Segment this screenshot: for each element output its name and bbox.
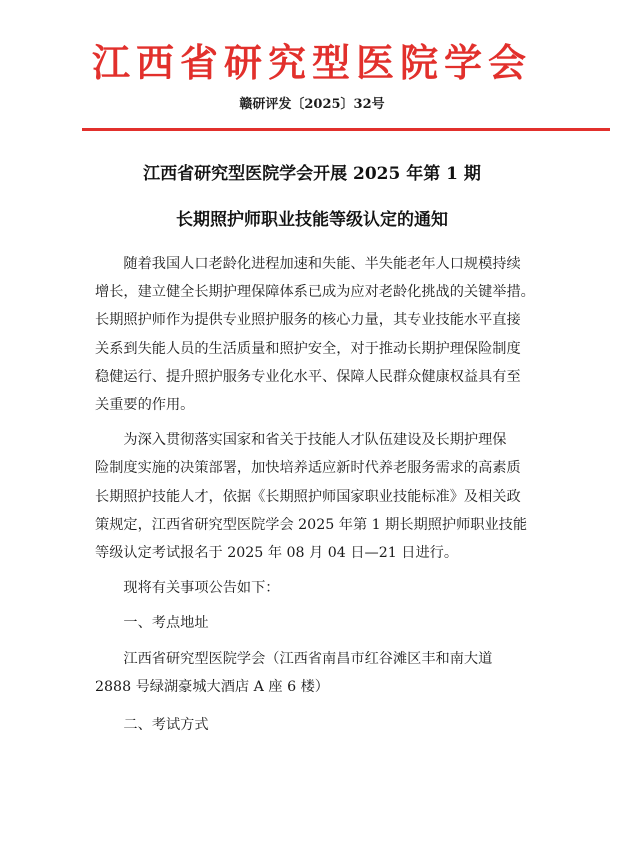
section-1-heading: 一、考点地址 [123, 615, 209, 632]
paragraph-2-line: 险制度实施的决策部署，加快培养适应新时代养老服务需求的高素质 [95, 460, 521, 477]
paragraph-2 [95, 426, 542, 567]
section-1-line: 江西省研究型医院学会（江西省南昌市红谷滩区丰和南大道 [123, 650, 493, 667]
paragraph-1 [95, 250, 542, 419]
announce-line: 现将有关事项公告如下： [123, 580, 280, 597]
paragraph-1-line: 关系到失能人员的生活质量和照护安全，对于推动长期护理保险制度 [95, 340, 521, 357]
section-1-line: 2888 号绿湖豪城大酒店 A 座 6 楼） [95, 678, 329, 695]
notice-title-line-1: 江西省研究型医院学会开展 2025 年第 1 期 [143, 164, 481, 184]
paragraph-2-line: 为深入贯彻落实国家和省关于技能人才队伍建设及长期护理保 [123, 432, 507, 449]
paragraph-1-line: 关重要的作用。 [95, 397, 195, 414]
document-number: 赣研评发〔2025〕32号 [239, 97, 385, 112]
paragraph-2-line: 策规定，江西省研究型医院学会 2025 年第 1 期长期照护师职业技能 [95, 516, 528, 533]
org-title: 江西省研究型医院学会 [91, 40, 532, 85]
red-divider-rule [82, 128, 610, 131]
section-2-heading: 二、考试方式 [123, 717, 209, 734]
paragraph-2-line: 等级认定考试报名于 2025 年 08 月 04 日—21 日进行。 [95, 545, 459, 562]
paragraph-2-line: 长期照护技能人才，依据《长期照护师国家职业技能标准》及相关政 [95, 488, 521, 505]
paragraph-1-line: 长期照护师作为提供专业照护服务的核心力量，其专业技能水平直接 [95, 312, 521, 329]
paragraph-1-line: 稳健运行、提升照护服务专业化水平、保障人民群众健康权益具有至 [95, 368, 521, 385]
paragraph-1-line: 随着我国人口老龄化进程加速和失能、半失能老年人口规模持续 [123, 256, 521, 272]
document-body [95, 250, 542, 739]
section-1-content [95, 645, 542, 701]
notice-title-line-2: 长期照护师职业技能等级认定的通知 [176, 210, 448, 230]
paragraph-1-line: 增长，建立健全长期护理保障体系已成为应对老龄化挑战的关键举措。 [95, 284, 535, 301]
